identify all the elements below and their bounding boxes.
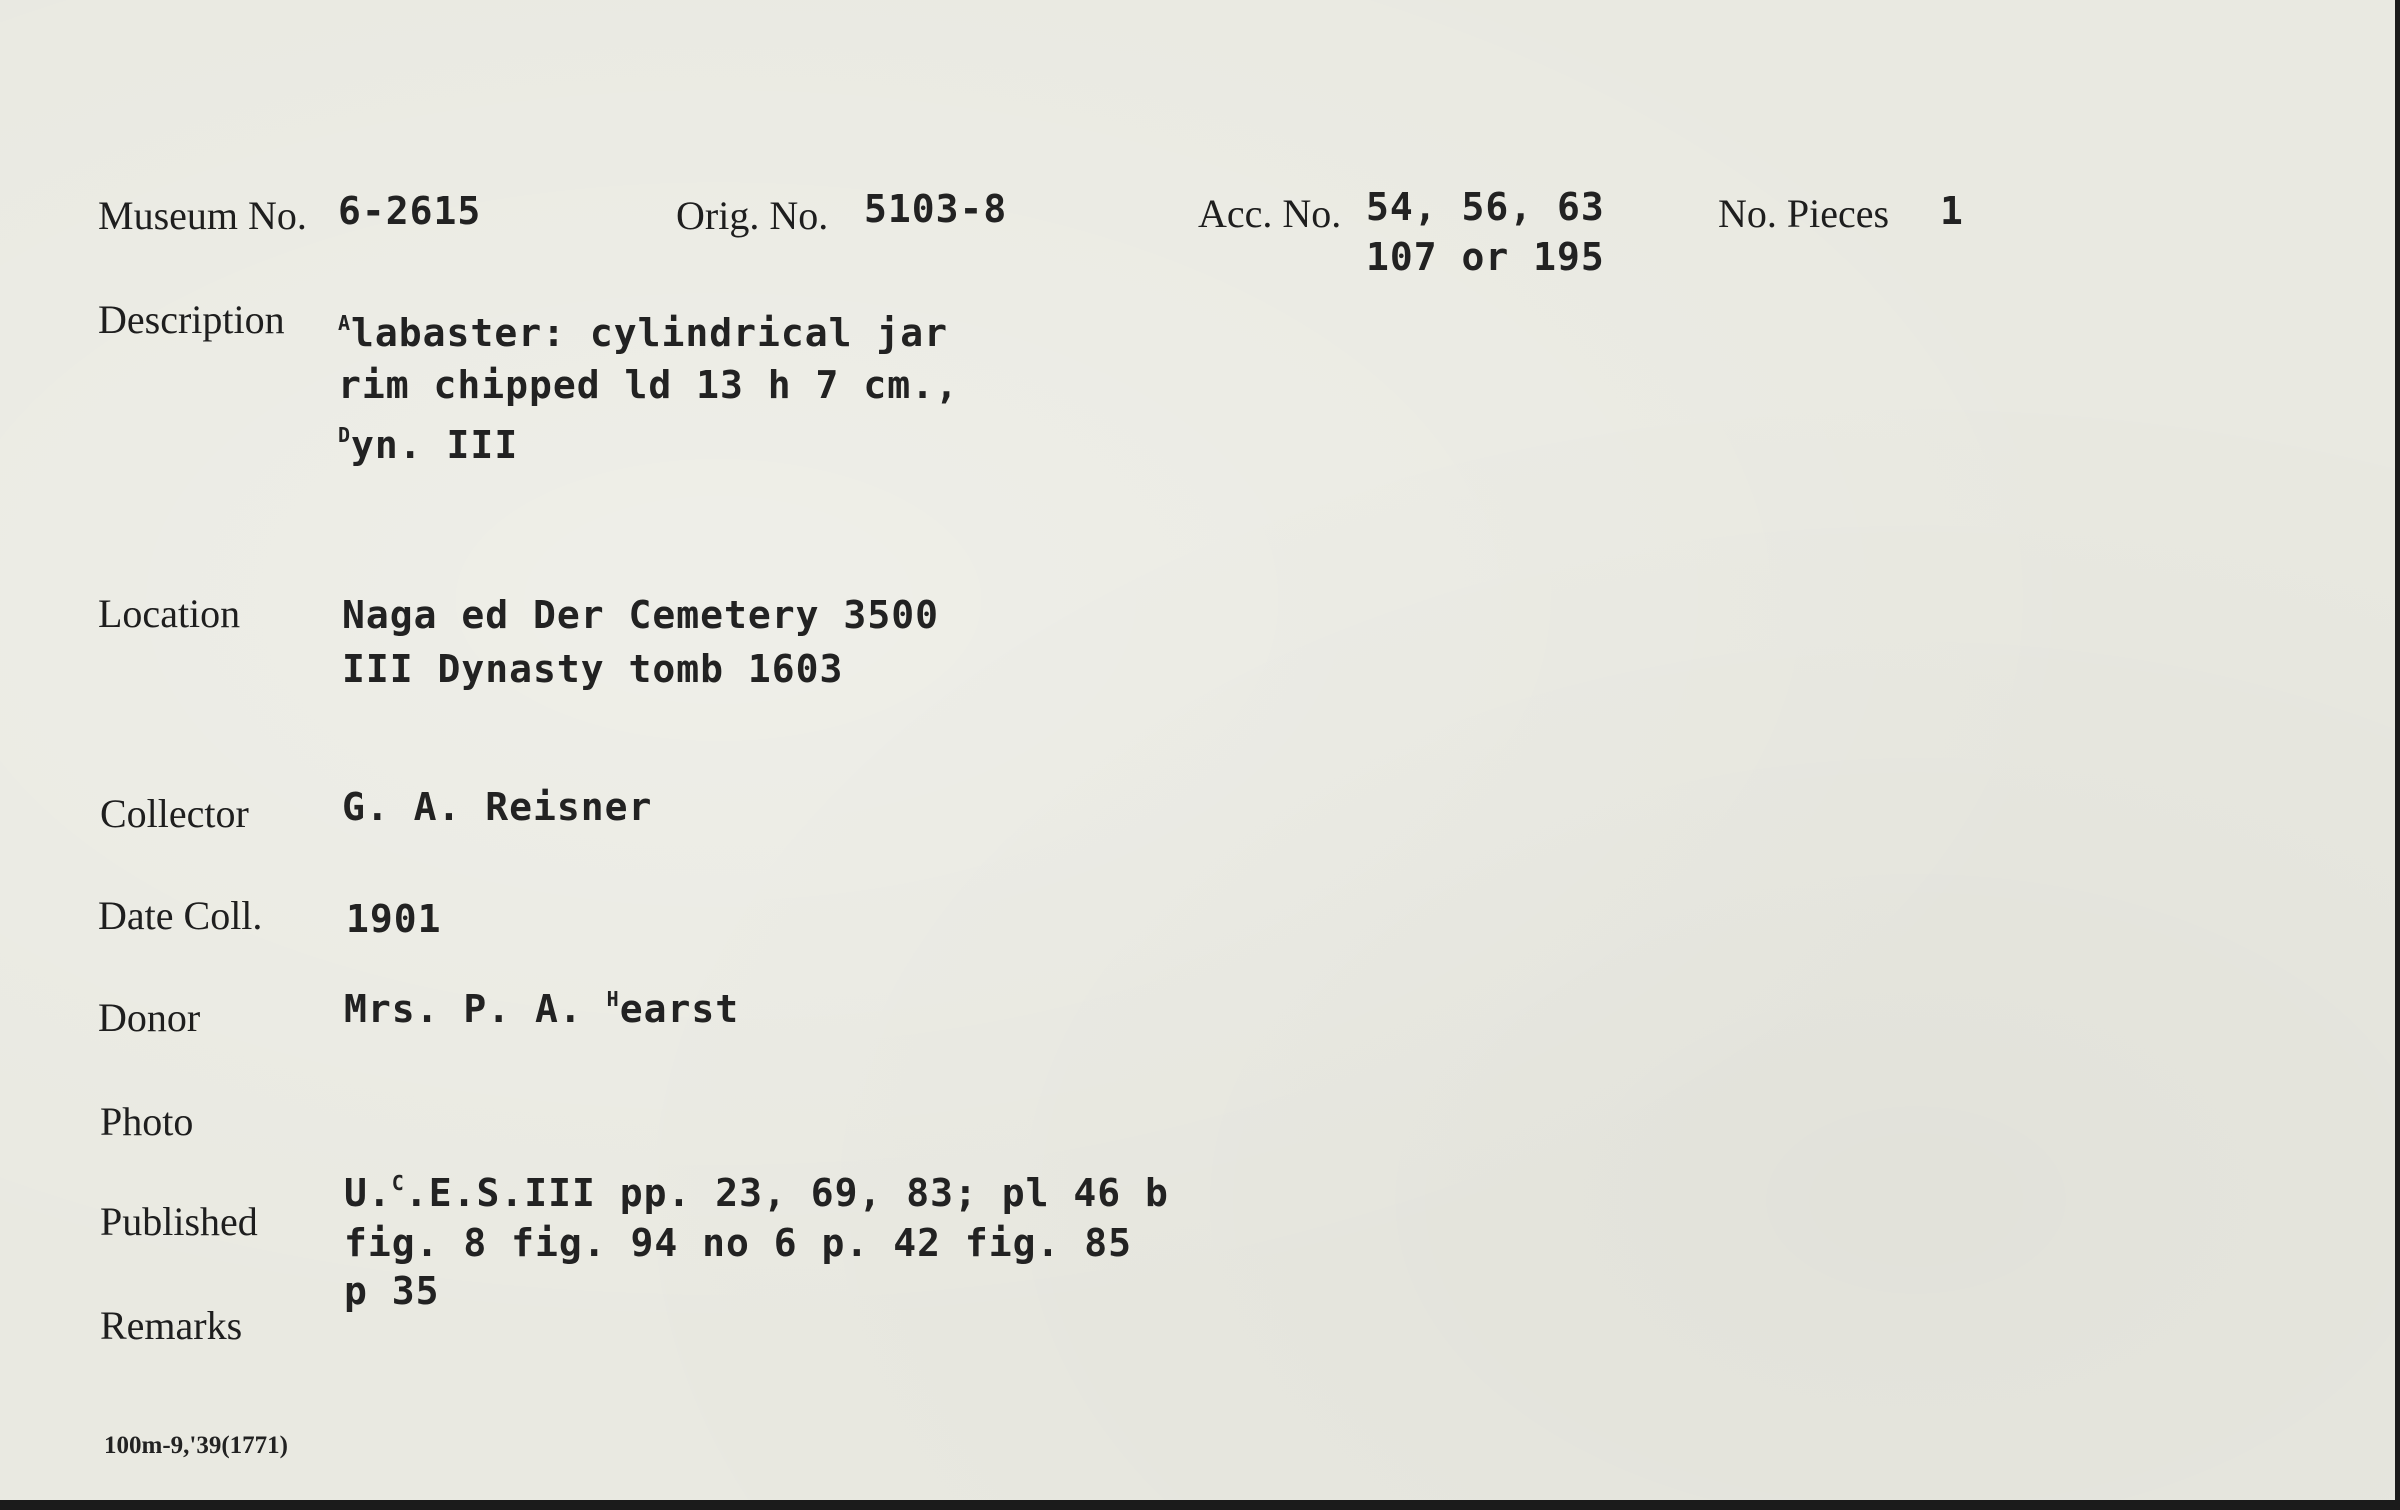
- description-line-1-text: labaster: cylindrical jar: [351, 311, 948, 355]
- published-line-1-sup: C: [391, 1171, 405, 1195]
- description-initial-a: A: [338, 311, 352, 335]
- location-line-1: Naga ed Der Cemetery 3500: [342, 593, 939, 637]
- published-line-1-a: U.: [344, 1171, 392, 1215]
- collector-label: Collector: [100, 791, 249, 836]
- description-line-2: rim chipped ld 13 h 7 cm.,: [338, 363, 959, 407]
- acc-no-value-line1: 54, 56, 63: [1366, 185, 1605, 229]
- no-pieces-value: 1: [1940, 189, 1964, 233]
- collector-value: G. A. Reisner: [342, 785, 653, 829]
- description-line-3: [338, 423, 519, 467]
- donor-value: [344, 987, 740, 1031]
- acc-no-value-line2: 107 or 195: [1366, 235, 1605, 279]
- date-coll-value: 1901: [346, 897, 442, 941]
- donor-label: Donor: [98, 995, 201, 1040]
- description-label: Description: [98, 297, 285, 342]
- print-code: 100m-9,'39(1771): [104, 1432, 288, 1459]
- published-line-1: [344, 1171, 1169, 1215]
- photo-label: Photo: [100, 1099, 194, 1144]
- remarks-label: Remarks: [100, 1303, 243, 1348]
- no-pieces-label: No. Pieces: [1718, 191, 1890, 236]
- museum-no-label: Museum No.: [98, 193, 307, 238]
- published-label: Published: [100, 1199, 258, 1244]
- donor-prefix: Mrs. P. A.: [344, 987, 607, 1031]
- donor-initial-h: H: [606, 987, 620, 1011]
- location-line-2: III Dynasty tomb 1603: [342, 647, 844, 691]
- published-line-1-b: .E.S.III pp. 23, 69, 83; pl 46 b: [404, 1171, 1169, 1215]
- description-initial-d: D: [338, 423, 352, 447]
- location-label: Location: [98, 591, 241, 636]
- published-line-2: fig. 8 fig. 94 no 6 p. 42 fig. 85: [344, 1221, 1132, 1265]
- orig-no-label: Orig. No.: [676, 193, 829, 238]
- date-coll-label: Date Coll.: [98, 893, 263, 938]
- description-line-3-text: yn. III: [351, 423, 519, 467]
- museum-no-value: 6-2615: [338, 189, 482, 233]
- acc-no-label: Acc. No.: [1198, 191, 1342, 236]
- donor-surname: earst: [619, 987, 740, 1031]
- orig-no-value: 5103-8: [864, 187, 1008, 231]
- published-line-3: p 35: [344, 1269, 440, 1313]
- description-line-1: [338, 311, 948, 355]
